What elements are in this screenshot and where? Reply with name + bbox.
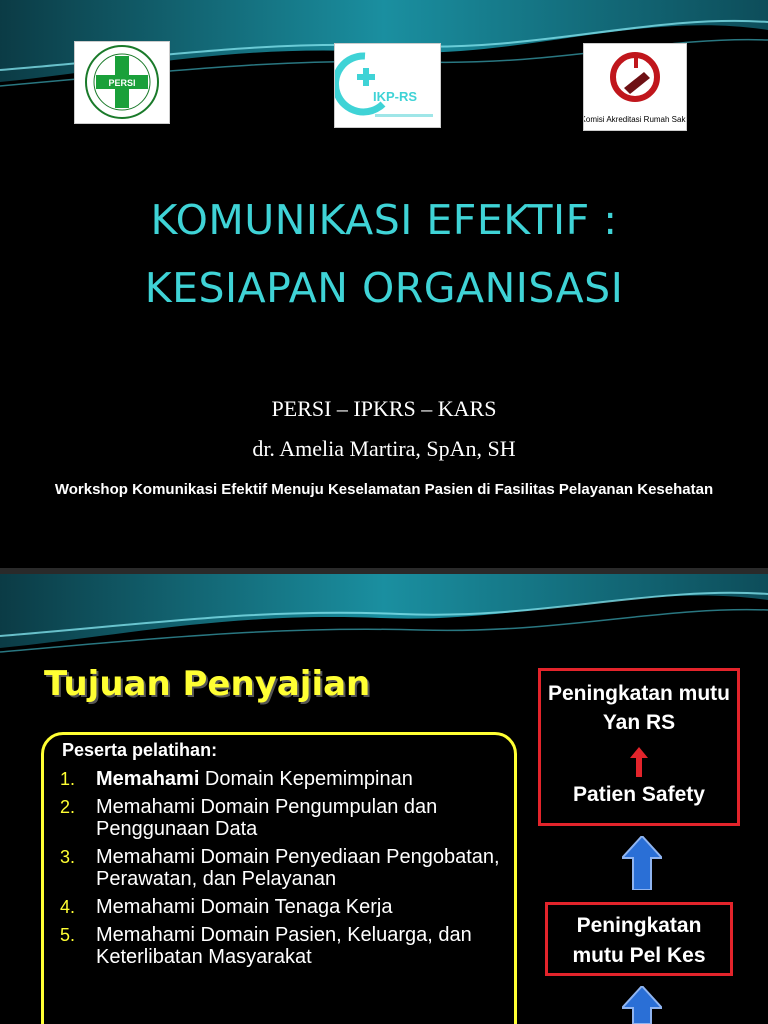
list-number: 3. xyxy=(60,847,76,867)
workshop-text: Workshop Komunikasi Efektif Menuju Keselamatan Pasien di Fasilitas Pelayanan Kesehatan xyxy=(54,481,714,498)
list-item xyxy=(60,846,500,890)
persi-logo xyxy=(74,41,170,124)
list-item-text: Memahami Domain Pasien, Keluarga, dan Keterlibatan Masyarakat xyxy=(96,924,472,968)
list-item xyxy=(60,924,500,968)
organizers-text: PERSI – IPKRS – KARS xyxy=(271,396,497,421)
objectives-slide xyxy=(0,574,768,1024)
ikp-rs-logo-text: IKP-RS xyxy=(373,89,418,104)
blue-up-arrow-icon xyxy=(622,836,662,890)
list-number: 4. xyxy=(60,897,76,917)
title-line-2: KESIAPAN ORGANISASI xyxy=(144,264,624,312)
presenter-text: dr. Amelia Martira, SpAn, SH xyxy=(252,436,516,461)
list-item xyxy=(60,896,500,918)
list-item xyxy=(60,768,500,790)
list-item-text: Domain Kepemimpinan xyxy=(199,768,413,790)
health-service-quality-text: Peningkatan mutu Pel Kes xyxy=(572,914,706,967)
list-item-text: Memahami Domain Tenaga Kerja xyxy=(96,896,393,918)
list-item-emphasis: Memahami xyxy=(96,768,200,790)
objectives-list xyxy=(60,768,500,974)
title-line-1: KOMUNIKASI EFEKTIF : xyxy=(150,196,618,244)
persi-logo-text: PERSI xyxy=(108,78,136,88)
hospital-quality-text: Peningkatan mutu Yan RS xyxy=(547,682,731,734)
list-item-text: Memahami Domain Pengumpulan dan Penggunaan Data xyxy=(96,796,438,840)
list-item-text: Memahami Domain Penyediaan Pengobatan, Perawatan, dan Pelayanan xyxy=(96,846,500,890)
objectives-title: Tujuan Penyajian xyxy=(44,664,371,704)
list-item xyxy=(60,796,500,840)
hospital-quality-box xyxy=(538,668,740,826)
slide-title xyxy=(0,186,768,322)
red-up-arrow-icon xyxy=(630,747,648,777)
health-service-quality-box xyxy=(545,902,733,976)
ikp-rs-logo xyxy=(334,43,441,128)
list-number: 1. xyxy=(60,769,76,789)
patient-safety-text: Patien Safety xyxy=(573,783,705,806)
list-number: 5. xyxy=(60,925,76,945)
teal-wave-decoration xyxy=(0,574,768,664)
list-number: 2. xyxy=(60,797,76,817)
kars-logo xyxy=(583,43,687,131)
kars-logo-text: Komisi Akreditasi Rumah Sakit xyxy=(584,115,686,124)
objectives-lead: Peserta pelatihan: xyxy=(62,740,218,760)
blue-up-arrow-icon xyxy=(622,986,662,1024)
